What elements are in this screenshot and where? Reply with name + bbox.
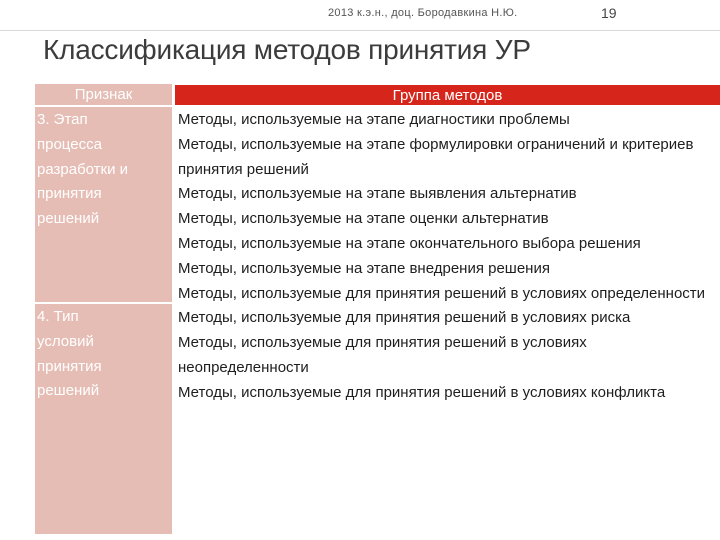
attribute-cell-stage (35, 108, 172, 302)
method-item: Методы, используемые для принятия решений в условиях конфликта (178, 383, 666, 401)
attribute-line: 3. Этап (37, 111, 88, 128)
group-header: Группа методов (175, 85, 720, 105)
attribute-cell-conditions (35, 305, 172, 534)
method-item: Методы, используемые для принятия решений в условиях определенности (178, 284, 706, 302)
slide-header-bar (0, 0, 720, 31)
page-number: 19 (601, 5, 617, 21)
author-header: 2013 к.э.н., доц. Бородавкина Н.Ю. (328, 7, 518, 19)
methods-table (35, 84, 720, 534)
method-item: Методы, используемые на этапе выявления альтернатив (178, 185, 577, 203)
attribute-line: процесса (37, 135, 102, 153)
row-divider (35, 105, 172, 107)
attribute-line: принятия (37, 185, 102, 203)
method-item: Методы, используемые для принятия решений в условиях неопределенности (178, 334, 587, 376)
row-divider (35, 302, 172, 304)
methods-list (178, 108, 718, 406)
method-item: Методы, используемые для принятия решений в условиях риска (178, 309, 631, 327)
attribute-header: Признак (74, 86, 133, 103)
attribute-line: решений (37, 382, 100, 400)
method-item: Методы, используемые на этапе окончательного выбора решения (178, 234, 641, 252)
method-item: Методы, используемые на этапе внедрения решения (178, 259, 550, 277)
attribute-line: 4. Тип (37, 308, 79, 325)
method-item: Методы, используемые на этапе диагностики проблемы (178, 111, 570, 128)
attribute-line: решений (37, 210, 100, 228)
method-item: Методы, используемые на этапе формулировки ограничений и критериев принятия решений (178, 135, 694, 178)
attribute-line: принятия (37, 357, 102, 375)
attribute-line: условий (37, 332, 94, 350)
attribute-line: разработки и (37, 160, 129, 178)
slide-title: Классификация методов принятия УР (43, 34, 531, 65)
method-item: Методы, используемые на этапе оценки альтернатив (178, 210, 549, 228)
